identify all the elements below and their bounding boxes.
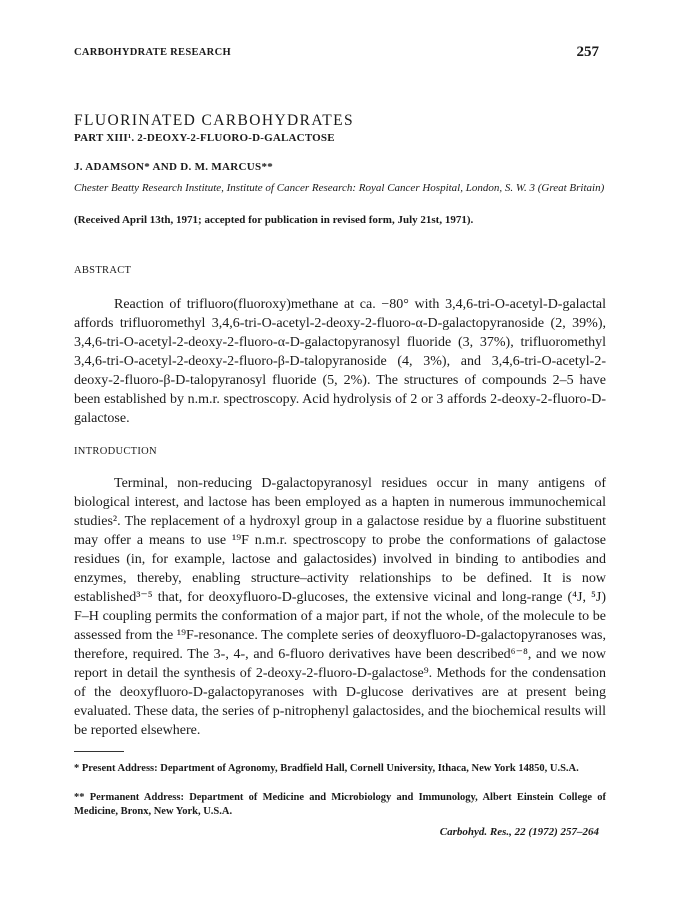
page-number: 257 [576,44,599,60]
journal-name: CARBOHYDRATE RESEARCH [74,47,231,58]
running-head [74,45,599,65]
received-dates: (Received April 13th, 1971; accepted for publication in revised form, July 21st, 1971). [74,214,474,226]
abstract-heading: ABSTRACT [74,265,132,276]
footnote-rule [74,751,124,752]
article-subtitle: PART XIII¹. 2-DEOXY-2-FLUORO-D-GALACTOSE [74,132,335,144]
affiliation: Chester Beatty Research Institute, Institute of Cancer Research: Royal Cancer Hospital, London, S. W. 3 (Great Britain) [74,182,605,194]
footnote-2: ** Permanent Address: Department of Medicine and Microbiology and Immunology, Albert Einstein College of Medicine, Bronx, New York, U.S.A. [74,792,606,817]
footnote-1: * Present Address: Department of Agronomy, Bradfield Hall, Cornell University, Ithaca, New York 14850, U.S.A. [74,763,579,774]
introduction-text: Terminal, non-reducing D-galactopyranosyl residues occur in many antigens of biological interest, and lactose has been employed as a hapten in numerous immunochemical studies². The replacement of a hydroxyl group in a galactose residue by a fluorine substituent may offer a means to use ¹⁹F n.m.r. spectroscopy to probe the conformations of galactose residues (in, for example, lactose and galactosides) involved in binding to antibodies and enzymes, thereby, enabling structure–activity relationships to be defined. It is now established³⁻⁵ that, for deoxyfluoro-D-glucoses, the extensive vicinal and long-range (⁴J, ⁵J) F–H coupling permits the conformation of a major part, if not the whole, of the molecule to be assessed from the ¹⁹F-resonance. The complete series of deoxyfluoro-D-galactopyranoses was, therefore, required. The 3-, 4-, and 6-fluoro derivatives have been described⁶⁻⁸, and we now report in detail the synthesis of 2-deoxy-2-fluoro-D-galactose⁹. Methods for the condensation of the deoxyfluoro-D-galactopyranoses with D-glucose derivatives are at present being evaluated. These data, the series of p-nitrophenyl galactosides, and the biochemical results will be reported elsewhere. [74,476,606,738]
journal-citation: Carbohyd. Res., 22 (1972) 257–264 [439,826,599,838]
abstract-text: Reaction of trifluoro(fluoroxy)methane at ca. −80° with 3,4,6-tri-O-acetyl-D-galactal affords trifluoromethyl 3,4,6-tri-O-acetyl-2-deoxy-2-fluoro-α-D-galactopyranoside (2, 39%), 3,4,6-tri-O-acetyl-2-deoxy-2-fluoro-α-D-galactopyranosyl fluoride (3, 37%), trifluoromethyl 3,4,6-tri-O-acetyl-2-deoxy-2-fluoro-β-D-talopyranoside (4, 3%), and 3,4,6-tri-O-acetyl-2-deoxy-2-fluoro-β-D-talopyranosyl fluoride (5, 2%). The structures of compounds 2–5 have been established by n.m.r. spectroscopy. Acid hydrolysis of 2 or 3 affords 2-deoxy-2-fluoro-D-galactose. [74,297,606,426]
authors: J. ADAMSON* AND D. M. MARCUS** [74,161,274,173]
introduction-heading: INTRODUCTION [74,446,157,457]
article-title: FLUORINATED CARBOHYDRATES [74,112,355,129]
